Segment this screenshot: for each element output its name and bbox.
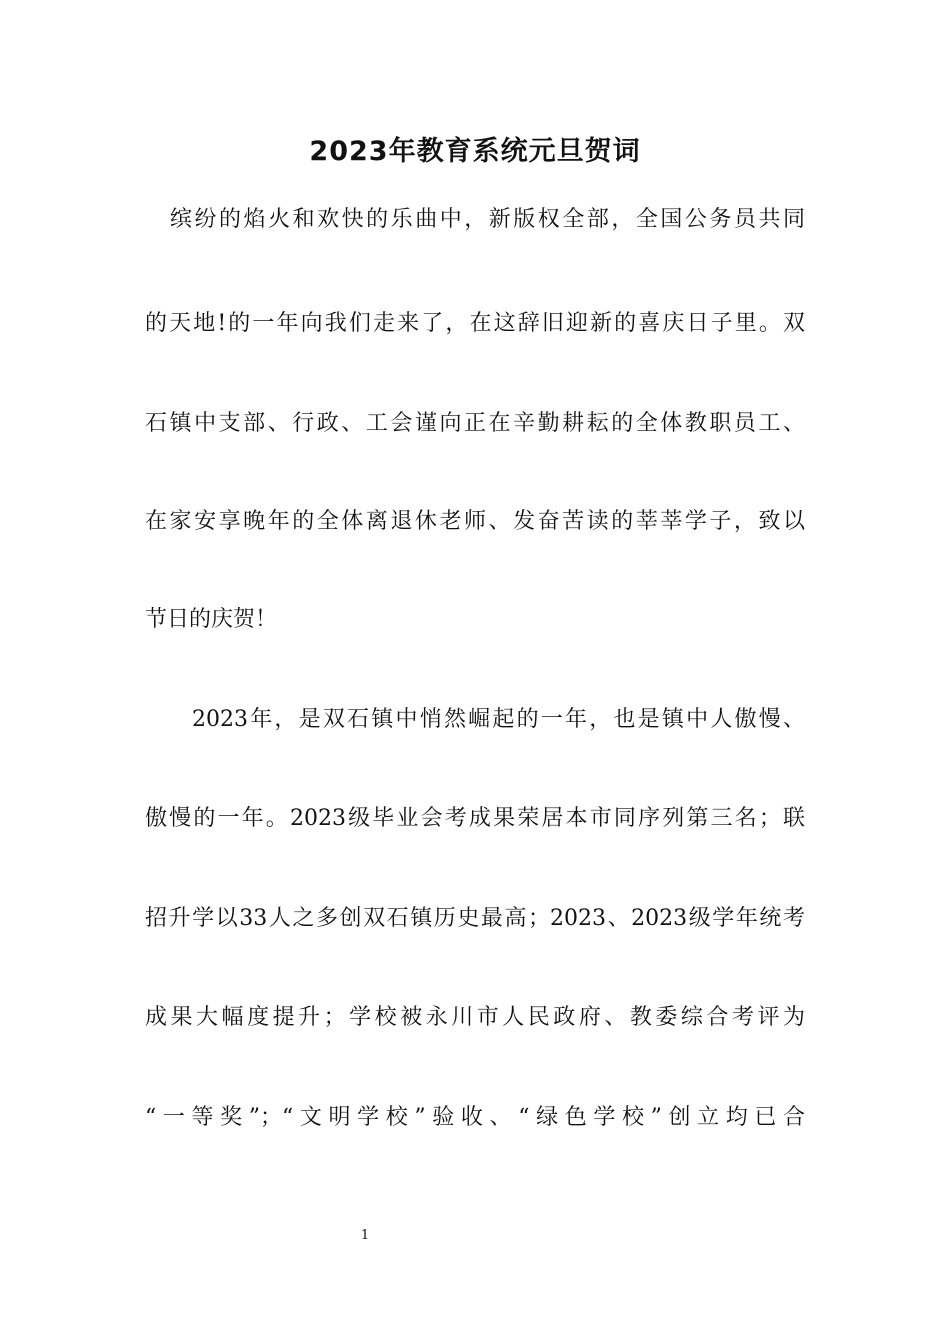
paragraph-1-line-2: 的天地!的一年向我们走来了，在这辞旧迎新的喜庆日子里。双 [145,311,805,336]
paragraph-2-line-3: 招升学以33人之多创双石镇历史最高；2023、2023级学年统考 [145,906,805,931]
paragraph-2-line-1: 2023年，是双石镇中悄然崛起的一年，也是镇中人傲慢、 [192,707,805,732]
document-title: 2023年教育系统元旦贺词 [309,136,641,167]
paragraph-1-line-1: 缤纷的焰火和欢快的乐曲中，新版权全部，全国公务员共同 [170,207,805,232]
paragraph-1-line-3: 石镇中支部、行政、工会谨向正在辛勤耕耘的全体教职员工、 [145,411,805,436]
paragraph-2-line-5: “一等奖”；“文明学校”验收、“绿色学校”创立均已合 [145,1105,805,1130]
paragraph-2-line-2: 傲慢的一年。2023级毕业会考成果荣居本市同序列第三名；联 [145,806,805,831]
page-number: 1 [360,1228,370,1243]
paragraph-1-line-5: 节日的庆贺！ [145,607,278,632]
paragraph-2-line-4: 成果大幅度提升；学校被永川市人民政府、教委综合考评为 [145,1005,805,1030]
paragraph-1-line-4: 在家安享晚年的全体离退休老师、发奋苦读的莘莘学子，致以 [145,509,805,534]
